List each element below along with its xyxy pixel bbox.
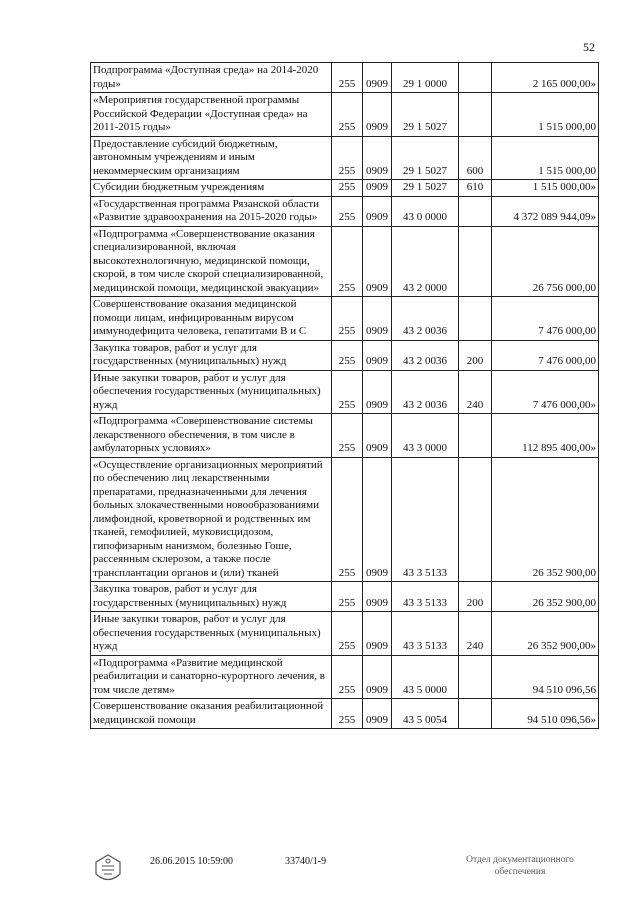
row-ved: 255: [332, 370, 363, 414]
row-target-article: 43 2 0036: [392, 297, 459, 341]
coat-of-arms-icon: [90, 852, 126, 888]
row-ved: 255: [332, 582, 363, 612]
row-name: Иные закупки товаров, работ и услуг для обеспечения государственных (муниципальных) нужд: [91, 612, 332, 656]
row-amount: 26 352 900,00: [492, 582, 599, 612]
row-name: Иные закупки товаров, работ и услуг для обеспечения государственных (муниципальных) нужд: [91, 370, 332, 414]
row-name: Подпрограмма «Доступная среда» на 2014-2020 годы»: [91, 63, 332, 93]
row-target-article: 43 5 0054: [392, 699, 459, 729]
row-amount: 7 476 000,00: [492, 297, 599, 341]
row-section: 0909: [363, 457, 392, 582]
row-section: 0909: [363, 612, 392, 656]
row-amount: 112 895 400,00»: [492, 414, 599, 458]
row-expense-type: 600: [459, 136, 492, 180]
footer-doc-number: 33740/1-9: [285, 856, 327, 867]
row-amount: 4 372 089 944,09»: [492, 196, 599, 226]
stamp-line-2: обеспечения: [494, 867, 546, 877]
row-target-article: 29 1 5027: [392, 180, 459, 197]
row-target-article: 29 1 0000: [392, 63, 459, 93]
row-ved: 255: [332, 136, 363, 180]
footer-date: 26.06.2015 10:59:00: [150, 856, 234, 867]
row-expense-type: [459, 414, 492, 458]
row-name: «Мероприятия государственной программы Российской Федерации «Доступная среда» на 2011-2015 годы»: [91, 93, 332, 137]
row-ved: 255: [332, 612, 363, 656]
row-amount: 2 165 000,00»: [492, 63, 599, 93]
row-expense-type: [459, 63, 492, 93]
row-section: 0909: [363, 655, 392, 699]
row-name: «Подпрограмма «Совершенствование оказания специализированной, включая высокотехнологичную, медицинской помощи, скорой, в том числе скорой специализированной, медицинской помощи, медицинской эвакуации»: [91, 226, 332, 297]
table-row: [91, 457, 599, 582]
table-row: [91, 582, 599, 612]
table-row: [91, 180, 599, 197]
row-section: 0909: [363, 93, 392, 137]
row-target-article: 43 0 0000: [392, 196, 459, 226]
table-row: [91, 93, 599, 137]
row-target-article: 43 3 5133: [392, 457, 459, 582]
row-amount: 7 476 000,00»: [492, 370, 599, 414]
row-ved: 255: [332, 699, 363, 729]
row-target-article: 29 1 5027: [392, 93, 459, 137]
row-amount: 26 756 000,00: [492, 226, 599, 297]
table-row: [91, 370, 599, 414]
row-target-article: 43 5 0000: [392, 655, 459, 699]
row-expense-type: [459, 297, 492, 341]
table-row: [91, 612, 599, 656]
row-target-article: 43 3 5133: [392, 612, 459, 656]
row-expense-type: [459, 457, 492, 582]
row-expense-type: [459, 93, 492, 137]
row-expense-type: [459, 196, 492, 226]
row-ved: 255: [332, 196, 363, 226]
table-row: [91, 63, 599, 93]
row-expense-type: 200: [459, 340, 492, 370]
row-expense-type: [459, 699, 492, 729]
row-amount: 94 510 096,56: [492, 655, 599, 699]
table-row: [91, 655, 599, 699]
row-section: 0909: [363, 414, 392, 458]
row-section: 0909: [363, 340, 392, 370]
row-name: Совершенствование оказания медицинской помощи лицам, инфицированным вирусом иммунодефицита человека, гепатитами В и С: [91, 297, 332, 341]
row-target-article: 43 2 0036: [392, 370, 459, 414]
row-target-article: 43 3 5133: [392, 582, 459, 612]
row-name: Закупка товаров, работ и услуг для государственных (муниципальных) нужд: [91, 340, 332, 370]
row-amount: 26 352 900,00»: [492, 612, 599, 656]
row-ved: 255: [332, 180, 363, 197]
row-expense-type: 240: [459, 370, 492, 414]
row-target-article: 29 1 5027: [392, 136, 459, 180]
table-row: [91, 196, 599, 226]
department-stamp: [450, 854, 590, 878]
row-amount: 94 510 096,56»: [492, 699, 599, 729]
table-row: [91, 297, 599, 341]
row-name: Субсидии бюджетным учреждениям: [91, 180, 332, 197]
row-expense-type: 240: [459, 612, 492, 656]
row-section: 0909: [363, 226, 392, 297]
row-section: 0909: [363, 370, 392, 414]
row-amount: 1 515 000,00»: [492, 180, 599, 197]
row-name: «Осуществление организационных мероприятий по обеспечению лиц лекарственными препаратами, предназначенными для лечения больных злокачественными новообразованиями лимфоидной, кроветворной и родственных им тканей, гемофилией, муковисцидозом, гипофизарным нанизмом, болезнью Гоше, рассеянным склерозом, а также после трансплантации органов и (или) тканей: [91, 457, 332, 582]
row-name: «Государственная программа Рязанской области «Развитие здравоохранения на 2015-2020 годы»: [91, 196, 332, 226]
row-amount: 1 515 000,00: [492, 93, 599, 137]
row-section: 0909: [363, 136, 392, 180]
table-row: [91, 340, 599, 370]
row-name: «Подпрограмма «Развитие медицинской реабилитации и санаторно-курортного лечения, в том числе детям»: [91, 655, 332, 699]
budget-table: [90, 62, 599, 729]
table-row: [91, 136, 599, 180]
row-expense-type: [459, 226, 492, 297]
row-section: 0909: [363, 180, 392, 197]
page-number: 52: [583, 40, 595, 54]
row-ved: 255: [332, 457, 363, 582]
table-row: [91, 226, 599, 297]
row-target-article: 43 2 0036: [392, 340, 459, 370]
row-target-article: 43 2 0000: [392, 226, 459, 297]
row-ved: 255: [332, 655, 363, 699]
row-section: 0909: [363, 699, 392, 729]
row-amount: 1 515 000,00: [492, 136, 599, 180]
row-ved: 255: [332, 93, 363, 137]
row-expense-type: 610: [459, 180, 492, 197]
row-section: 0909: [363, 196, 392, 226]
row-name: Совершенствование оказания реабилитационной медицинской помощи: [91, 699, 332, 729]
row-section: 0909: [363, 582, 392, 612]
row-name: Закупка товаров, работ и услуг для государственных (муниципальных) нужд: [91, 582, 332, 612]
row-expense-type: 200: [459, 582, 492, 612]
table-row: [91, 414, 599, 458]
row-ved: 255: [332, 297, 363, 341]
row-target-article: 43 3 0000: [392, 414, 459, 458]
row-amount: 7 476 000,00: [492, 340, 599, 370]
row-name: Предоставление субсидий бюджетным, автономным учреждениям и иным некоммерческим организациям: [91, 136, 332, 180]
table-row: [91, 699, 599, 729]
row-ved: 255: [332, 63, 363, 93]
row-section: 0909: [363, 63, 392, 93]
row-amount: 26 352 900,00: [492, 457, 599, 582]
stamp-line-1: Отдел документационного: [466, 855, 574, 865]
row-ved: 255: [332, 226, 363, 297]
row-expense-type: [459, 655, 492, 699]
row-section: 0909: [363, 297, 392, 341]
row-ved: 255: [332, 414, 363, 458]
row-name: «Подпрограмма «Совершенствование системы лекарственного обеспечения, в том числе в амбулаторных условиях»: [91, 414, 332, 458]
footer: [0, 852, 640, 892]
row-ved: 255: [332, 340, 363, 370]
